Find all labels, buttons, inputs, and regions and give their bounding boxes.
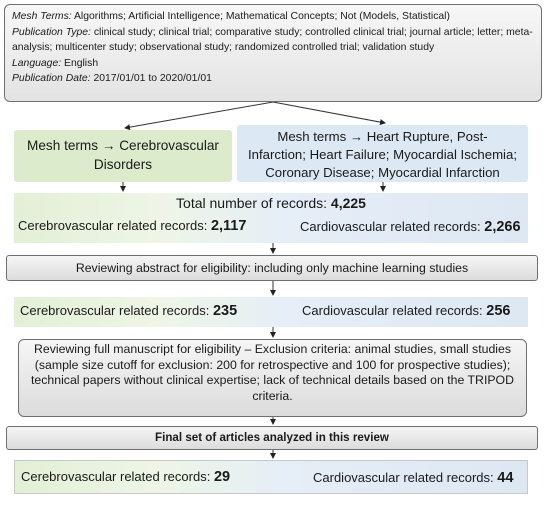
publication-date-label: Publication Date: <box>12 73 91 84</box>
cardiovascular-mesh-line2: Infarction; Heart Failure; Myocardial Ischemia; <box>248 147 517 162</box>
abstract-cerebrovascular-records <box>20 303 237 319</box>
abstract-cerebrovascular-label: Cerebrovascular related records: <box>20 303 210 318</box>
mesh-terms-value: Algorithms; Artificial Intelligence; Mathematical Concepts; Not (Models, Statistical) <box>74 11 450 22</box>
cerebrovascular-mesh-line2: Disorders <box>93 157 153 172</box>
search-criteria-box <box>4 4 542 102</box>
language-value: English <box>64 57 99 69</box>
cardiovascular-records-label: Cardiovascular related records: <box>300 219 481 234</box>
final-records-band <box>14 460 528 494</box>
cerebrovascular-mesh-box <box>14 130 232 182</box>
arrow-search-to-cardio <box>273 102 385 123</box>
abstract-cardiovascular-records <box>302 303 510 319</box>
publication-type-value: clinical study; clinical trial; comparative study; controlled clinical trial; journal article; letter; meta-analysis; multicenter study; observational study; randomized controlled trial; validation study <box>12 26 533 53</box>
final-cardiovascular-value: 44 <box>497 470 514 486</box>
final-cerebrovascular-records <box>21 469 230 485</box>
final-cardiovascular-records <box>313 470 513 486</box>
final-cerebrovascular-label: Cerebrovascular related records: <box>21 469 211 484</box>
total-records-label: Total number of records: <box>176 195 328 211</box>
cerebrovascular-mesh-line1: Mesh terms → Cerebrovascular <box>27 138 219 153</box>
cerebrovascular-records-value: 2,117 <box>210 218 247 234</box>
final-cardiovascular-label: Cardiovascular related records: <box>313 470 494 485</box>
language-label: Language: <box>12 57 62 69</box>
publication-date-value: 2017/01/01 to 2020/01/01 <box>93 73 212 84</box>
cardiovascular-mesh-line3: Coronary Disease; Myocardial Infarction <box>265 165 500 180</box>
fulltext-review-step: Reviewing full manuscript for eligibility – Exclusion criteria: animal studies, small studies (sample size cutoff for exclusion: 200 for retrospective and 100 for prospective studies); technical papers without clinical expertise; lack of technical details based on the TRIPOD criteria. <box>18 339 527 417</box>
cardiovascular-mesh-line1: Mesh terms → Heart Rupture, Post- <box>277 129 488 144</box>
cardiovascular-records-value: 2,266 <box>484 219 521 235</box>
abstract-cardiovascular-label: Cardiovascular related records: <box>302 303 483 318</box>
abstract-cerebrovascular-value: 235 <box>212 303 238 319</box>
total-records-line <box>14 195 528 211</box>
cardiovascular-records <box>300 219 521 235</box>
total-records-value: 4,225 <box>330 195 366 211</box>
abstract-cardiovascular-value: 256 <box>486 303 511 319</box>
cerebrovascular-records-label: Cerebrovascular related records: <box>18 218 208 233</box>
final-set-step: Final set of articles analyzed in this review <box>6 426 538 450</box>
final-cerebrovascular-value: 29 <box>213 469 231 485</box>
mesh-terms-label: Mesh Terms: <box>12 11 72 22</box>
cerebrovascular-records <box>18 218 246 234</box>
abstract-review-step: Reviewing abstract for eligibility: including only machine learning studies <box>6 255 538 281</box>
publication-type-label: Publication Type: <box>12 26 91 38</box>
total-records-band <box>14 193 528 243</box>
abstract-screened-band <box>14 297 528 327</box>
cardiovascular-mesh-box <box>237 125 528 182</box>
